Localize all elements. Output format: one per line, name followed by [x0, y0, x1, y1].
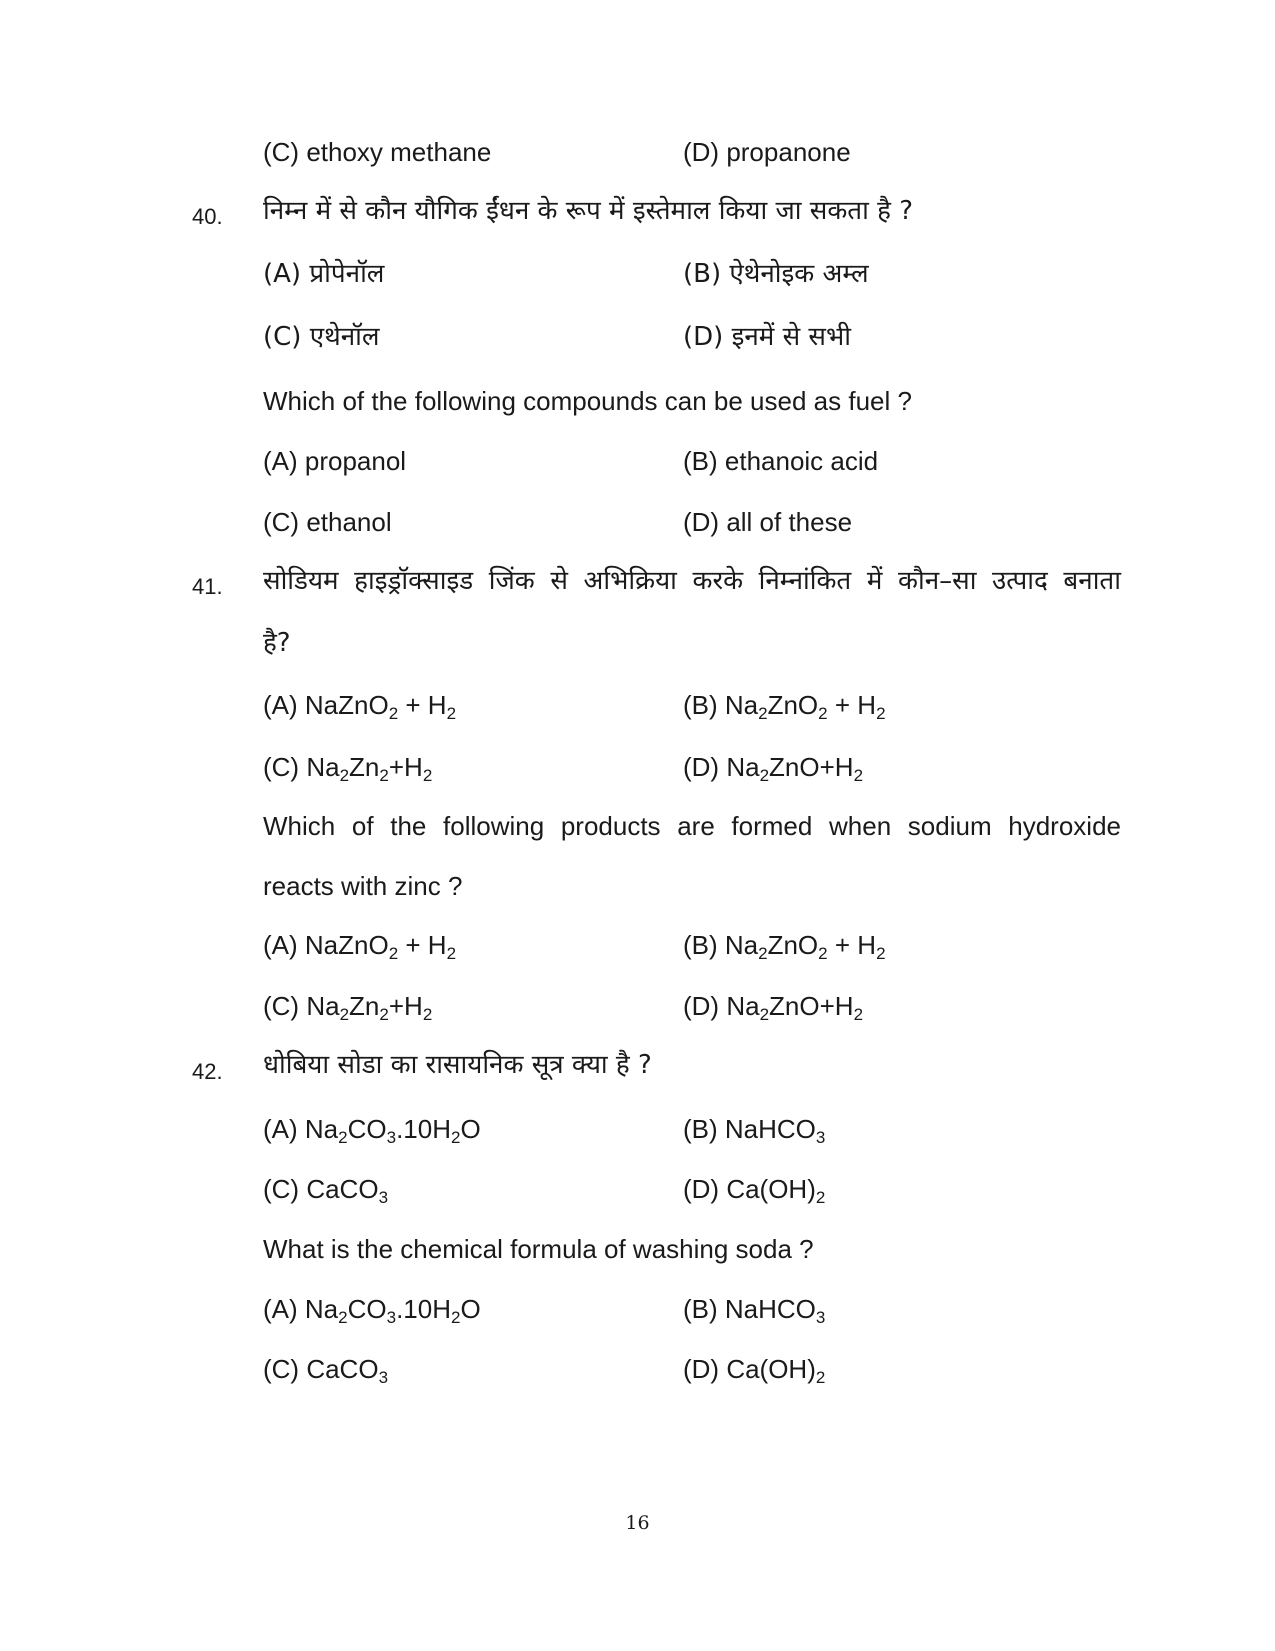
formula-text: CO: [347, 1294, 387, 1324]
option-b: [683, 1294, 826, 1327]
question-text-english: Which of the following products are formed when sodium hydroxide: [263, 811, 1121, 841]
formula-subscript: 2: [876, 944, 886, 963]
option-c: [263, 991, 433, 1024]
formula-text: Zn: [349, 991, 380, 1021]
formula-subscript: 2: [388, 944, 399, 963]
formula-text: (D) Ca(OH): [683, 1354, 816, 1384]
formula-subscript: 2: [853, 1005, 864, 1024]
formula-subscript: 2: [379, 766, 389, 785]
formula-text: +H: [388, 752, 423, 782]
option-d: (D) all of these: [683, 507, 853, 537]
question-number: 40.: [192, 204, 223, 229]
question-text-hindi: धोबिया सोडा का रासायनिक सूत्र क्या है ?: [263, 1050, 652, 1080]
question-text-hindi-continued: है?: [263, 628, 291, 658]
formula-text: (B) Na: [683, 930, 759, 960]
formula-subscript: 2: [759, 766, 770, 785]
formula-text: (B) Na: [683, 690, 759, 720]
formula-subscript: 3: [386, 1128, 397, 1147]
option-a: (A) प्रोपेनॉल: [263, 259, 385, 289]
formula-subscript: 2: [853, 766, 864, 785]
formula-subscript: 2: [339, 1005, 350, 1024]
option-d: (D) इनमें से सभी: [683, 322, 852, 352]
formula-text: (B) NaHCO: [683, 1294, 816, 1324]
formula-text: (A) Na: [263, 1114, 339, 1144]
formula-subscript: 2: [450, 1308, 461, 1327]
option-c: (C) ethanol: [263, 507, 392, 537]
option-a: [263, 930, 457, 963]
formula-subscript: 2: [815, 1188, 826, 1207]
formula-text: (C) CaCO: [263, 1174, 379, 1204]
formula-text: O: [460, 1294, 481, 1324]
formula-subscript: 2: [379, 1005, 389, 1024]
formula-text: (C) Na: [263, 991, 340, 1021]
option-d: [683, 1174, 826, 1207]
formula-subscript: 2: [422, 1005, 433, 1024]
formula-text: (D) Ca(OH): [683, 1174, 816, 1204]
formula-subscript: 2: [338, 1128, 348, 1147]
option-a: [263, 690, 457, 723]
formula-subscript: 2: [422, 766, 433, 785]
formula-text: ZnO: [767, 930, 819, 960]
formula-subscript: 3: [378, 1368, 389, 1387]
formula-subscript: 2: [446, 944, 457, 963]
formula-text: + H: [827, 930, 877, 960]
formula-text: ZnO+H: [769, 752, 854, 782]
formula-subscript: 2: [758, 704, 768, 723]
formula-subscript: 3: [815, 1128, 826, 1147]
option-b: [683, 930, 886, 963]
formula-text: (C) CaCO: [263, 1354, 379, 1384]
formula-text: (D) Na: [683, 752, 760, 782]
formula-subscript: 2: [758, 944, 768, 963]
formula-text: O: [460, 1114, 481, 1144]
question-text-hindi: सोडियम हाइड्रॉक्साइड जिंक से अभिक्रिया करके निम्नांकित में कौन–सा उत्पाद बनाता: [263, 566, 1121, 596]
formula-subscript: 2: [818, 944, 828, 963]
question-text-english-continued: reacts with zinc ?: [263, 871, 463, 901]
option-d: [683, 752, 864, 785]
formula-text: + H: [827, 690, 877, 720]
formula-text: (A) Na: [263, 1294, 339, 1324]
formula-text: Zn: [349, 752, 380, 782]
formula-text: .10H: [396, 1294, 451, 1324]
formula-text: (D) Na: [683, 991, 760, 1021]
formula-text: ZnO+H: [769, 991, 854, 1021]
formula-text: (B) NaHCO: [683, 1114, 816, 1144]
formula-text: + H: [398, 690, 447, 720]
option-a: [263, 1114, 481, 1147]
formula-subscript: 2: [339, 766, 350, 785]
option-c: [263, 752, 433, 785]
option-c: (C) ethoxy methane: [263, 137, 492, 167]
formula-text: ZnO: [767, 690, 819, 720]
formula-subscript: 2: [818, 704, 828, 723]
formula-subscript: 2: [338, 1308, 348, 1327]
formula-subscript: 2: [815, 1368, 826, 1387]
formula-text: (A) NaZnO: [263, 930, 389, 960]
formula-text: +H: [388, 991, 423, 1021]
formula-subscript: 2: [876, 704, 886, 723]
question-number: 41.: [192, 574, 223, 599]
formula-text: .10H: [396, 1114, 451, 1144]
option-d: (D) propanone: [683, 137, 851, 167]
formula-subscript: 2: [446, 704, 457, 723]
formula-subscript: 2: [450, 1128, 461, 1147]
question-text-hindi: निम्न में से कौन यौगिक ईंधन के रूप में इस्तेमाल किया जा सकता है ?: [263, 196, 913, 226]
formula-text: CO: [347, 1114, 387, 1144]
question-number: 42.: [192, 1059, 223, 1084]
formula-text: + H: [398, 930, 447, 960]
formula-text: (A) NaZnO: [263, 690, 389, 720]
option-b: (B) ऐथेनोइक अम्ल: [683, 259, 869, 289]
option-b: (B) ethanoic acid: [683, 446, 879, 476]
formula-subscript: 3: [386, 1308, 397, 1327]
formula-subscript: 3: [815, 1308, 826, 1327]
option-c: [263, 1174, 389, 1207]
page-number: 16: [625, 1512, 650, 1534]
option-a: [263, 1294, 481, 1327]
question-text-english: What is the chemical formula of washing soda ?: [263, 1234, 814, 1264]
formula-text: (C) Na: [263, 752, 340, 782]
option-b: [683, 1114, 826, 1147]
option-a: (A) propanol: [263, 446, 407, 476]
formula-subscript: 2: [759, 1005, 770, 1024]
formula-subscript: 3: [378, 1188, 389, 1207]
option-d: [683, 991, 864, 1024]
option-c: [263, 1354, 389, 1387]
option-c: (C) एथेनॉल: [263, 322, 380, 352]
question-text-english: Which of the following compounds can be used as fuel ?: [263, 386, 912, 416]
option-b: [683, 690, 886, 723]
formula-subscript: 2: [388, 704, 399, 723]
option-d: [683, 1354, 826, 1387]
